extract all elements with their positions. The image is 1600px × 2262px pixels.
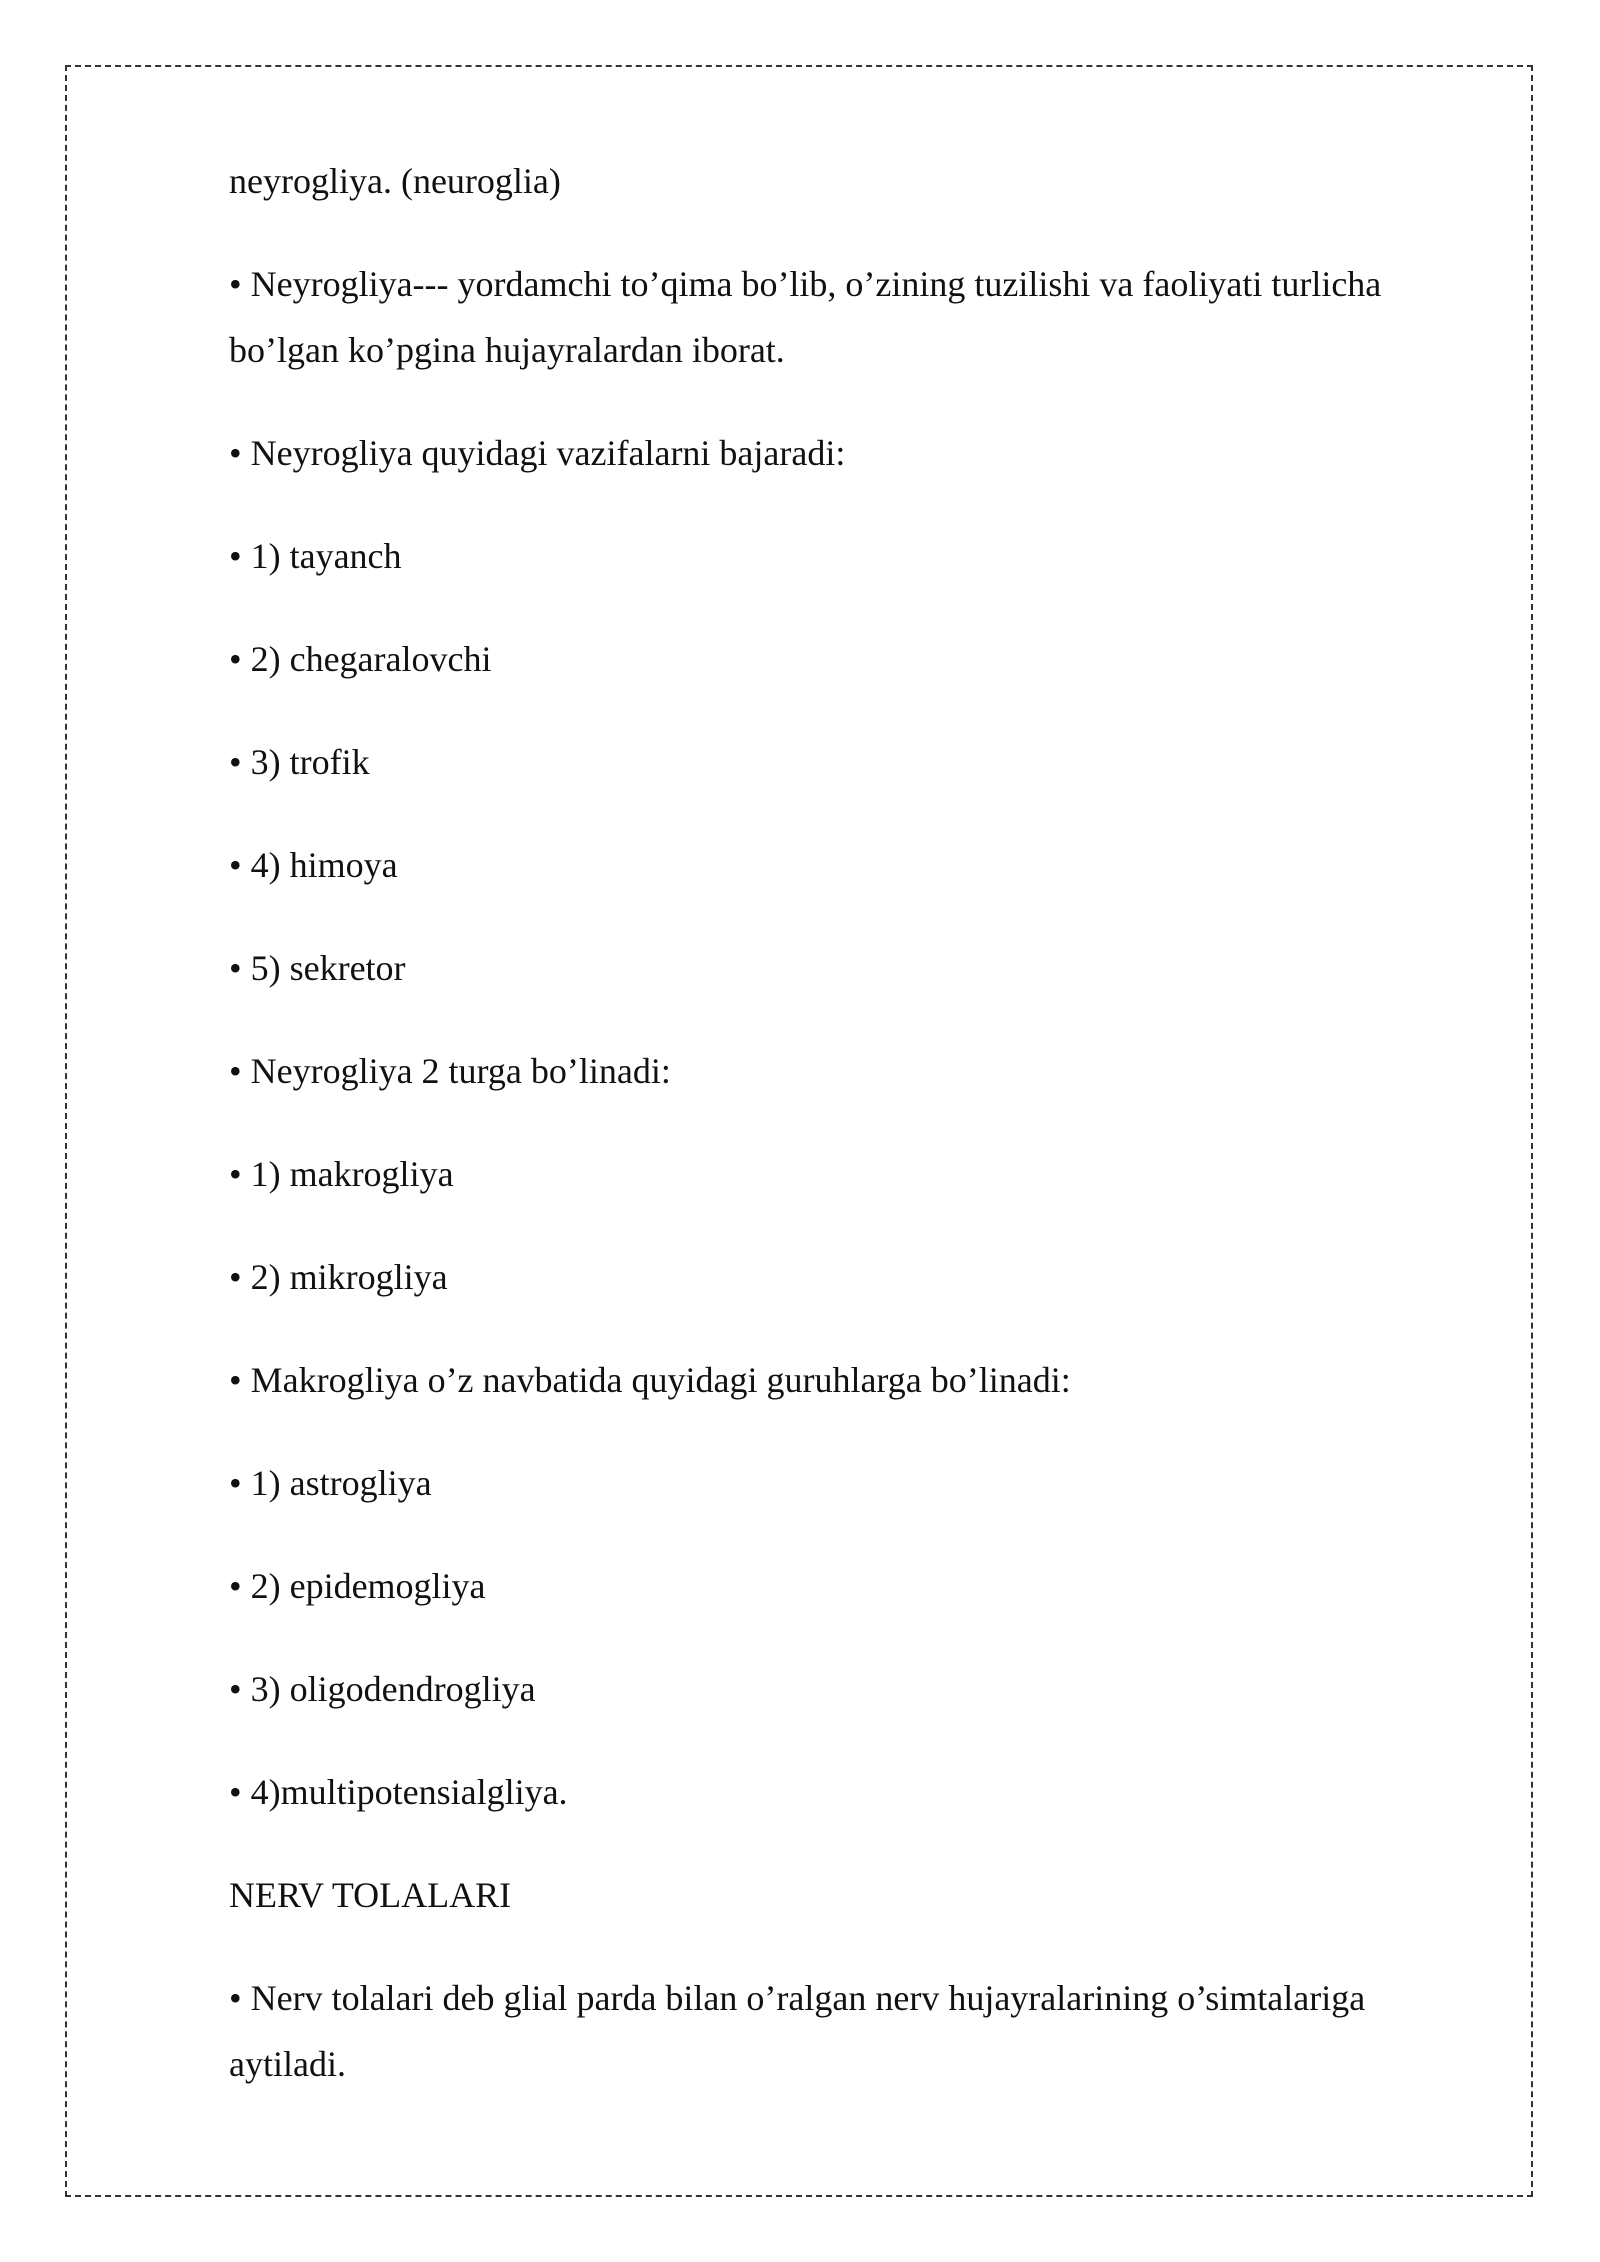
list-item-type-1: • 1) makrogliya [229, 1154, 454, 1194]
paragraph-nerve-fibers-definition: • Nerv tolalari deb glial parda bilan o’ralgan nerv hujayralarining o’simtalariga aytiladi. [229, 1978, 1366, 2084]
paragraph-macroglia-groups-intro: • Makrogliya o’z navbatida quyidagi guruhlarga bo’linadi: [229, 1360, 1071, 1400]
paragraph-types-intro: • Neyrogliya 2 turga bo’linadi: [229, 1051, 671, 1091]
paragraph-neuroglia-heading: neyrogliya. (neuroglia) [229, 161, 561, 201]
list-item-group-2: • 2) epidemogliya [229, 1566, 486, 1606]
list-item-type-2: • 2) mikrogliya [229, 1257, 448, 1297]
section-heading-nerve-fibers: NERV TOLALARI [229, 1875, 512, 1915]
list-item-group-1: • 1) astrogliya [229, 1463, 432, 1503]
list-item-function-1: • 1) tayanch [229, 536, 402, 576]
document-body [229, 148, 1459, 2134]
list-item-function-3: • 3) trofik [229, 742, 370, 782]
list-item-group-3: • 3) oligodendrogliya [229, 1669, 536, 1709]
paragraph-neuroglia-definition: • Neyrogliya--- yordamchi to’qima bo’lib, o’zining tuzilishi va faoliyati turlicha bo’lgan ko’pgina hujayralardan iborat. [229, 264, 1382, 370]
list-item-function-4: • 4) himoya [229, 845, 398, 885]
list-item-group-4: • 4)multipotensialgliya. [229, 1772, 568, 1812]
list-item-function-5: • 5) sekretor [229, 948, 406, 988]
paragraph-functions-intro: • Neyrogliya quyidagi vazifalarni bajaradi: [229, 433, 846, 473]
list-item-function-2: • 2) chegaralovchi [229, 639, 492, 679]
